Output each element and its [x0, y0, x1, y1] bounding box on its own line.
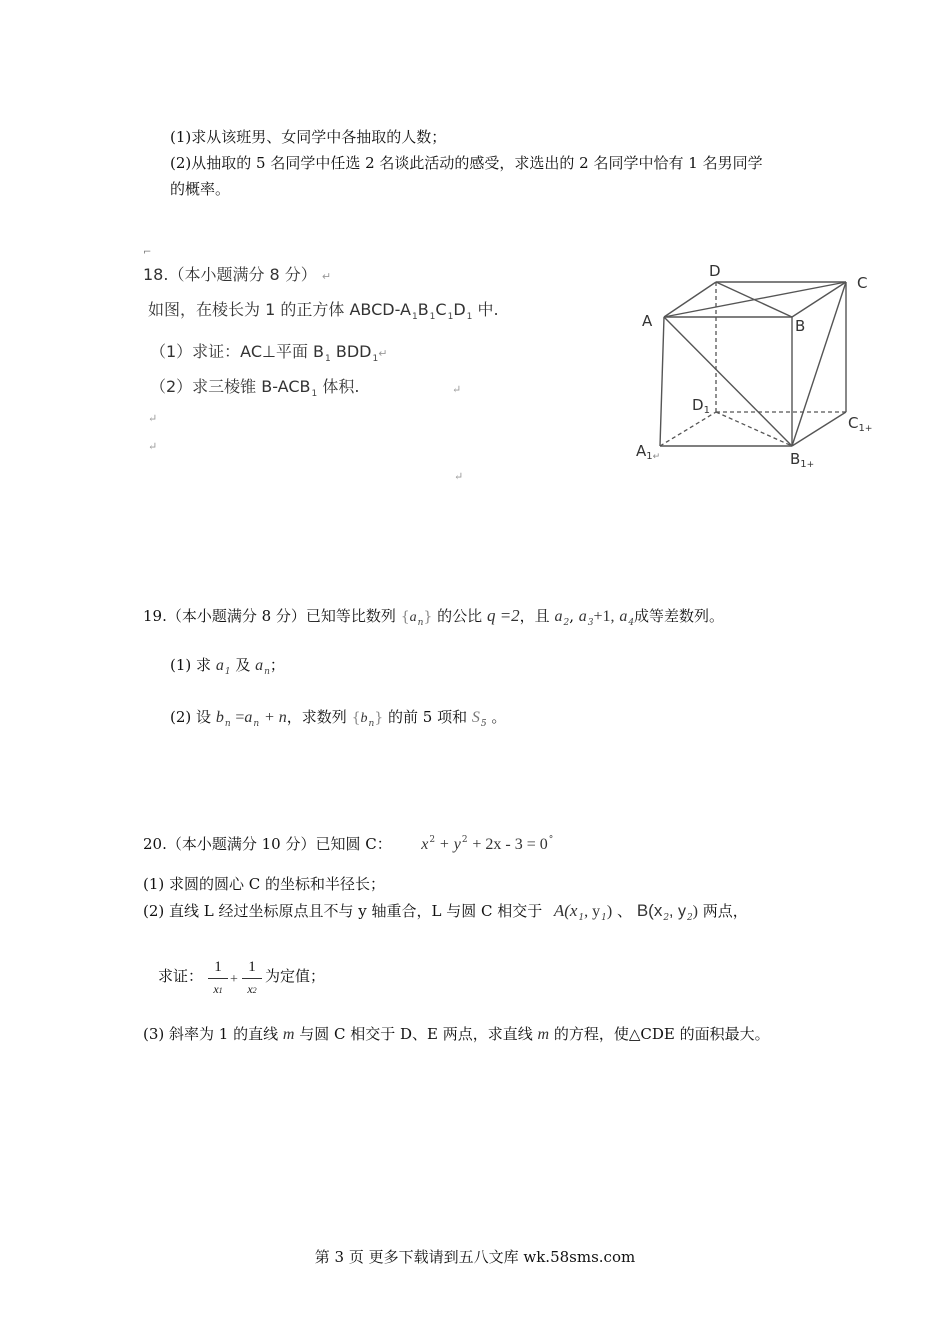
- q18-intro: 如图，在棱长为 1 的正方体 ABCD-$A_1B_1C_1D_1$ 中.: [148, 300, 499, 322]
- label-C1: $C_1+$: [848, 414, 873, 434]
- fraction-plus: +: [230, 972, 238, 987]
- page-footer: 第 3 页 更多下载请到五八文库 wk.58sms.com: [314, 1248, 636, 1266]
- return-mark: ↵: [454, 470, 464, 483]
- return-mark: ↵: [148, 440, 158, 453]
- fraction-1-over-x1: 1 x1: [208, 958, 228, 998]
- return-mark: ↵: [148, 412, 158, 425]
- q19-sub2: (2) 设 $b_n =a_n + n$，求数列 $\{b_n\}$ 的前 5 项和 $S_5$ 。: [170, 708, 507, 729]
- label-D1: $D_1$: [692, 396, 710, 416]
- label-B: B: [795, 317, 806, 335]
- prev-question-part2: (2)从抽取的 5 名同学中任选 2 名谈此活动的感受，求选出的 2 名同学中恰有 1 名男同学: [170, 154, 763, 172]
- q20-title: 20.（本小题满分 10 分）已知圆 C： $x^2 + y^2 + 2x - 3 = 0^\circ$: [143, 835, 554, 853]
- label-D: D: [709, 262, 721, 280]
- q18-title: 18.（本小题满分 8 分） ↵: [143, 265, 332, 284]
- corner-mark: ⌐: [143, 247, 152, 258]
- q20-sub1: (1) 求圆的圆心 C 的坐标和半径长；: [143, 875, 386, 893]
- q20-prove-end: 为定值；: [265, 967, 326, 985]
- q18-sub2: （2）求三棱锥 $B-ACB_1$ 体积.: [150, 377, 360, 399]
- q19-sub1: (1) 求 $a_1$ 及 $a_n$；: [170, 656, 285, 677]
- q18-sub1: （1）求证：AC⊥平面 $B_1$ $BDD_1↵$: [150, 342, 388, 364]
- return-mark: ↵: [452, 383, 462, 396]
- label-A1: $A_1↵$: [636, 442, 661, 462]
- q19-title: 19.（本小题满分 8 分）已知等比数列 $\{a_n\}$ 的公比 q =2，且 $a_2$, $a_3+1$, $a_4$成等差数列。: [143, 606, 725, 628]
- label-A: A: [642, 312, 653, 330]
- label-C: C: [857, 274, 868, 292]
- prev-question-part2-cont: 的概率。: [170, 180, 231, 198]
- hidden-edge-D1B1: [716, 412, 792, 446]
- q20-prove-label: 求证：: [158, 967, 204, 985]
- edge-B1C1: [792, 412, 846, 446]
- diagonal-AB1: [664, 317, 792, 446]
- q20-sub3: (3) 斜率为 1 的直线 m 与圆 C 相交于 D、E 两点，求直线 m 的方程，使△CDE 的面积最大。: [143, 1025, 770, 1043]
- label-B1: $B_1+$: [790, 450, 815, 470]
- q20-sub2: (2) 直线 L 经过坐标原点且不与 y 轴重合，L 与圆 C 相交于 $A(x_1$, $y_1$) 、 $B(x_2$, $y_2$) 两点，: [143, 901, 748, 923]
- hidden-edge-A1D1: [660, 412, 716, 446]
- cube-figure: [630, 260, 880, 475]
- edge-AA1: [660, 317, 664, 446]
- prev-question-part1: (1)求从该班男、女同学中各抽取的人数；: [170, 128, 447, 146]
- diagonal-CB1: [792, 282, 846, 446]
- fraction-1-over-x2: 1 x2: [242, 958, 262, 998]
- diagonal-BD: [716, 282, 792, 317]
